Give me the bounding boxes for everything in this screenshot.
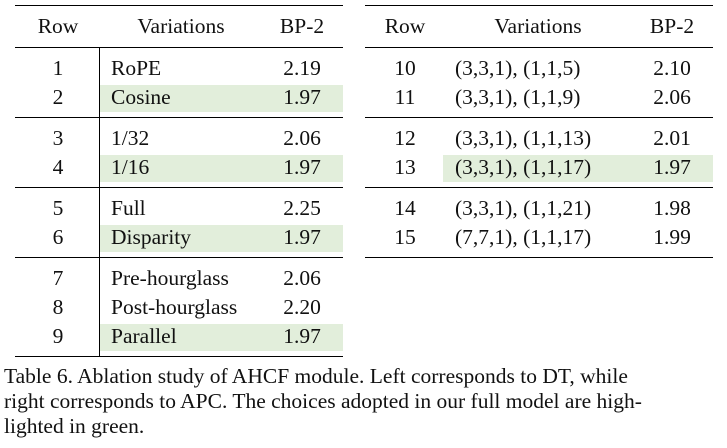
variation-cell: (3,3,1), (1,1,13)	[455, 126, 592, 150]
bp2-value: 1.97	[283, 85, 321, 109]
bp2-value: 2.20	[283, 295, 321, 319]
header-bp2: BP-2	[279, 14, 325, 38]
left-ablation-table	[15, 5, 343, 358]
row-number: 3	[52, 126, 64, 150]
top-rule	[15, 5, 343, 6]
bp2-value: 2.06	[653, 85, 691, 109]
bp2-value: 1.97	[653, 155, 691, 179]
header-bp2: BP-2	[649, 14, 695, 38]
column-rule	[99, 257, 100, 356]
variation-cell: 1/16	[111, 155, 150, 179]
bp2-value: 2.06	[283, 266, 321, 290]
group-rule	[15, 117, 343, 118]
row-number: 1	[52, 56, 64, 80]
row-number: 2	[52, 85, 64, 109]
bottom-rule	[365, 257, 713, 258]
header-variations: Variations	[137, 14, 225, 38]
bp2-value: 2.25	[283, 196, 321, 220]
bp2-value: 2.19	[283, 56, 321, 80]
variation-cell: (3,3,1), (1,1,5)	[455, 56, 581, 80]
column-rule	[99, 47, 100, 117]
row-number: 7	[52, 266, 64, 290]
bp2-value: 1.98	[653, 196, 691, 220]
bp2-value: 1.97	[283, 324, 321, 348]
table-caption	[4, 364, 720, 438]
bp2-value: 1.99	[653, 225, 691, 249]
caption-line-2: right corresponds to APC. The choices adopted in our full model are high-	[4, 388, 642, 413]
variation-cell: Full	[111, 196, 146, 220]
row-number: 10	[394, 56, 416, 80]
bp2-value: 1.97	[283, 225, 321, 249]
variation-cell: Parallel	[111, 324, 177, 348]
caption-line-1: Table 6. Ablation study of AHCF module. Left corresponds to DT, while	[4, 364, 628, 388]
row-number: 13	[394, 155, 416, 179]
variation-cell: (3,3,1), (1,1,9)	[455, 85, 581, 109]
bp2-value: 1.97	[283, 155, 321, 179]
column-rule	[99, 117, 100, 187]
group-rule	[365, 117, 713, 118]
top-rule	[365, 5, 713, 6]
variation-cell: (3,3,1), (1,1,17)	[455, 155, 592, 179]
row-number: 5	[52, 196, 64, 220]
row-number: 4	[52, 155, 64, 179]
variation-cell: Disparity	[111, 225, 192, 249]
variation-cell: Post-hourglass	[111, 295, 238, 319]
caption-line-3: lighted in green.	[4, 413, 145, 438]
header-variations: Variations	[494, 14, 582, 38]
row-number: 9	[52, 324, 64, 348]
bp2-value: 2.06	[283, 126, 321, 150]
row-number: 15	[394, 225, 416, 249]
right-ablation-table	[365, 5, 713, 259]
group-rule	[15, 187, 343, 188]
row-number: 12	[394, 126, 416, 150]
row-number: 6	[52, 225, 64, 249]
column-rule	[99, 187, 100, 257]
variation-cell: Pre-hourglass	[111, 266, 229, 290]
variation-cell: (3,3,1), (1,1,21)	[455, 196, 592, 220]
row-number: 11	[394, 85, 416, 109]
group-rule	[365, 187, 713, 188]
header-row: Row	[384, 14, 426, 38]
header-row: Row	[37, 14, 79, 38]
bottom-rule	[15, 356, 343, 357]
variation-cell: (7,7,1), (1,1,17)	[455, 225, 592, 249]
row-number: 14	[394, 196, 416, 220]
header-rule	[15, 47, 343, 48]
header-rule	[365, 47, 713, 48]
variation-cell: RoPE	[111, 56, 162, 80]
variation-cell: 1/32	[111, 126, 150, 150]
bp2-value: 2.01	[653, 126, 691, 150]
group-rule	[15, 257, 343, 258]
row-number: 8	[52, 295, 64, 319]
bp2-value: 2.10	[653, 56, 691, 80]
variation-cell: Cosine	[111, 85, 171, 109]
